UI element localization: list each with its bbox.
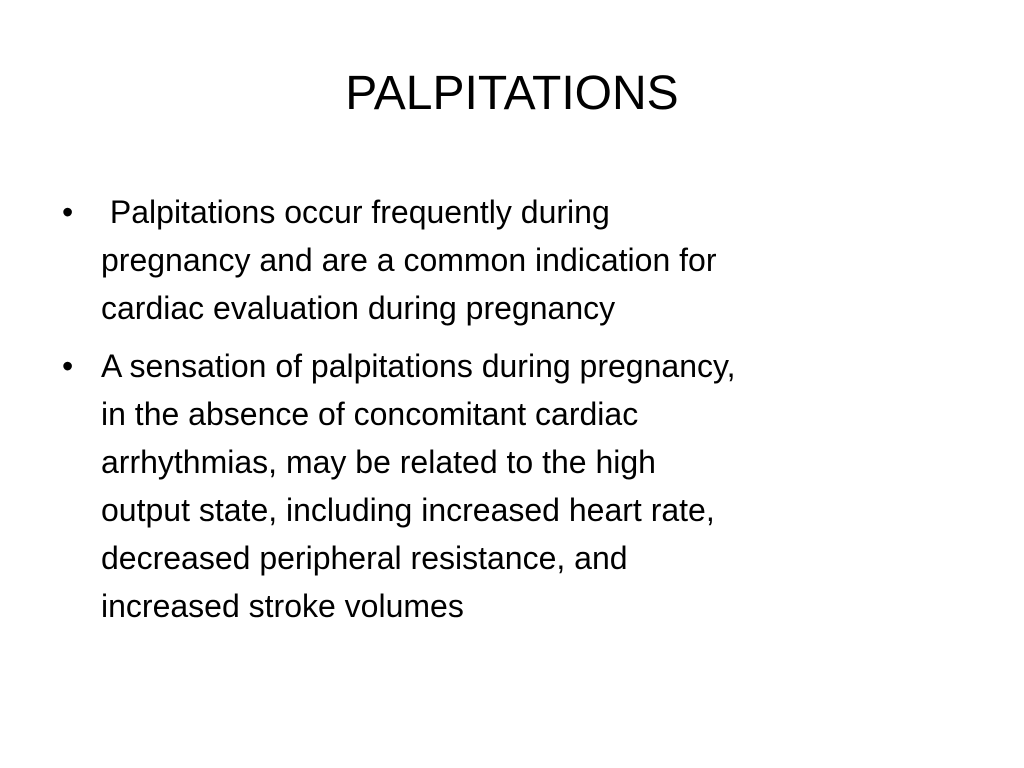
- bullet-line: A sensation of palpitations during pregnancy,: [101, 348, 736, 384]
- bullet-text: [101, 342, 962, 630]
- bullet-item-1: [62, 188, 962, 332]
- bullet-item-2: [62, 342, 962, 630]
- bullet-text: [101, 188, 962, 332]
- bullet-line: cardiac evaluation during pregnancy: [101, 290, 616, 326]
- bullet-marker: •: [62, 194, 74, 230]
- bullet-line: increased stroke volumes: [101, 588, 464, 624]
- bullet-line: arrhythmias, may be related to the high: [101, 444, 656, 480]
- bullet-line: in the absence of concomitant cardiac: [101, 396, 639, 432]
- bullet-line: decreased peripheral resistance, and: [101, 540, 628, 576]
- bullet-list: [62, 188, 962, 640]
- bullet-marker: •: [62, 348, 74, 384]
- slide-title: PALPITATIONS: [345, 67, 679, 120]
- bullet-line: Palpitations occur frequently during: [101, 194, 610, 230]
- bullet-line: pregnancy and are a common indication for: [101, 242, 717, 278]
- bullet-line: output state, including increased heart rate,: [101, 492, 715, 528]
